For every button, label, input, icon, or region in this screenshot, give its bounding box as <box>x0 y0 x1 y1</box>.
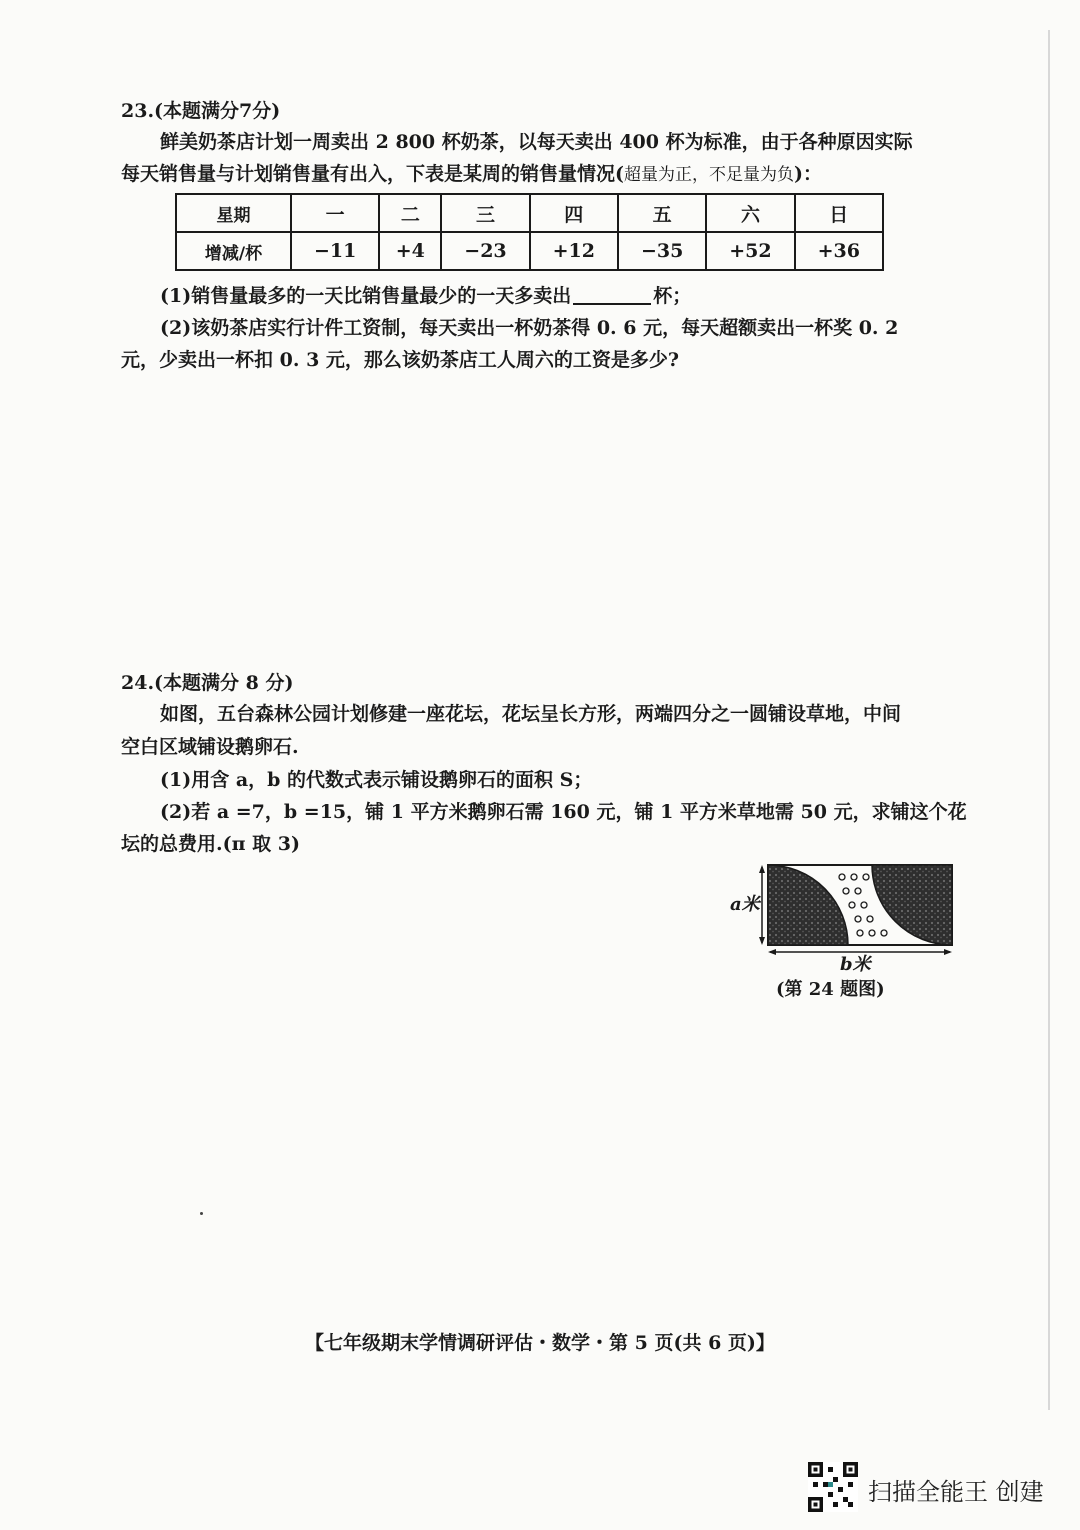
sales-table <box>175 193 884 271</box>
q23-para-line2 <box>121 158 822 192</box>
table-cell-day: 三 <box>441 194 529 232</box>
table-cell-change: +36 <box>795 232 883 270</box>
q24-part1: (1)用含 a，b 的代数式表示铺设鹅卵石的面积 S； <box>160 769 593 791</box>
table-cell-day: 五 <box>618 194 706 232</box>
q23-part1 <box>160 280 691 313</box>
q23-part1-text: (1)销售量最多的一天比销售量最少的一天多卖出 <box>160 285 572 307</box>
q23-heading: 23.(本题满分7分) <box>121 100 281 122</box>
figure-caption: (第 24 题图) <box>776 979 885 1000</box>
table-cell-change: −23 <box>441 232 529 270</box>
q24-para-line2: 空白区域铺设鹅卵石. <box>121 736 299 758</box>
table-cell-day: 日 <box>795 194 883 232</box>
table-row <box>176 232 883 270</box>
scanner-watermark-text: 扫描全能王 创建 <box>868 1478 1044 1506</box>
table-cell-day: 一 <box>291 194 379 232</box>
q23-note: 超量为正，不足量为负 <box>624 165 794 185</box>
label-a: a米 <box>730 894 760 915</box>
page-footer: 【七年级期末学情调研评估・数学・第 5 页(共 6 页)】 <box>305 1332 775 1354</box>
table-cell-change: +52 <box>706 232 794 270</box>
table-cell-change: +4 <box>379 232 441 270</box>
page-edge-line <box>1048 30 1050 1410</box>
table-cell-day: 四 <box>530 194 618 232</box>
table-cell-change: +12 <box>530 232 618 270</box>
table-row <box>176 194 883 232</box>
table-header-weekday: 星期 <box>176 194 291 232</box>
table-cell-day: 六 <box>706 194 794 232</box>
q23-part2-line1: (2)该奶茶店实行计件工资制，每天卖出一杯奶茶得 0. 6 元，每天超额卖出一杯奖 0. 2 <box>160 317 899 339</box>
q24-part2-line1: (2)若 a =7，b =15，铺 1 平方米鹅卵石需 160 元，铺 1 平方米草地需 50 元，求铺这个花 <box>160 801 967 823</box>
q23-part2-line2: 元，少卖出一杯扣 0. 3 元，那么该奶茶店工人周六的工资是多少? <box>121 349 680 371</box>
q23-para-line2-end: )： <box>794 163 822 185</box>
table-cell-day: 二 <box>379 194 441 232</box>
table-cell-change: −35 <box>618 232 706 270</box>
q23-para-line2-text: 每天销售量与计划销售量有出入，下表是某周的销售量情况( <box>121 163 624 185</box>
q24-part2-line2: 坛的总费用.(π 取 3) <box>121 833 300 855</box>
q23-part1-unit: 杯； <box>653 285 692 307</box>
qr-code-icon <box>808 1462 858 1512</box>
q23-para-line1: 鲜美奶茶店计划一周卖出 2 800 杯奶茶，以每天卖出 400 杯为标准，由于各种原因实际 <box>160 131 913 153</box>
label-b: b米 <box>840 954 871 975</box>
q24-heading: 24.(本题满分 8 分) <box>121 672 294 694</box>
table-cell-change: −11 <box>291 232 379 270</box>
q24-para-line1: 如图，五台森林公园计划修建一座花坛，花坛呈长方形，两端四分之一圆铺设草地，中间 <box>160 703 902 725</box>
stray-dot <box>200 1212 203 1215</box>
table-header-change: 增减/杯 <box>176 232 291 270</box>
answer-blank[interactable] <box>573 283 651 305</box>
